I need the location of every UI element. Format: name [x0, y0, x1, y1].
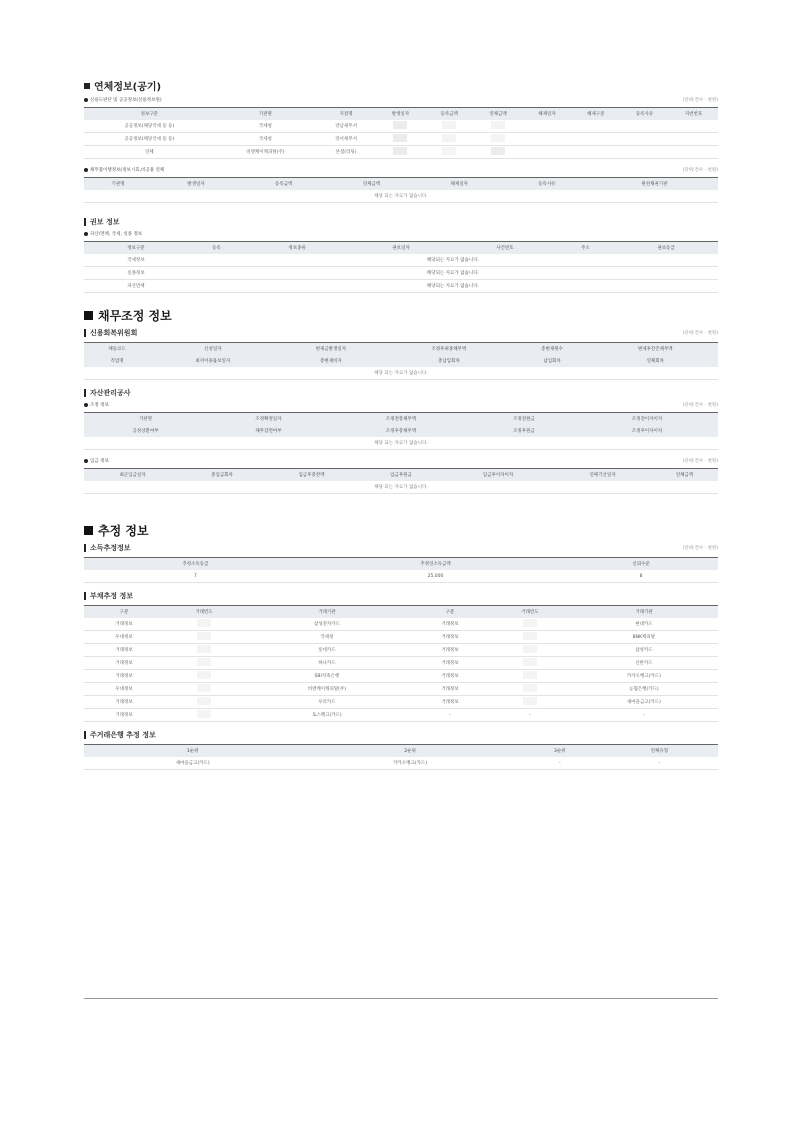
- redacted-cell: [197, 658, 211, 666]
- income-estimate-table: 추정소득등급 추정연소득금액 신뢰수준 7 25,000 8: [84, 557, 718, 583]
- credit-recovery-table: 채등코드 신청일자 변제금발생일자 조정후최종채무액 총변제횟수 변제후잔존채무액 직업명 최저이용률보일자 총변제비자 총납입회차 납입회차 연체회차 해당 되는 자료가 없습니다.: [84, 342, 718, 380]
- redacted-cell: [523, 671, 537, 679]
- table-row: 거래정보 롯데카드 거래정보 삼성카드: [84, 644, 718, 657]
- redacted-cell: [197, 632, 211, 640]
- redacted-cell: [523, 632, 537, 640]
- delinquency-section-title: 연체정보(공기): [84, 78, 718, 93]
- redacted-cell: [197, 684, 211, 692]
- redacted-cell: [393, 147, 407, 155]
- redacted-cell: [197, 671, 211, 679]
- delinquency-sub2-header: 채무불이행정보(정보시효,비공용 연체 (단위:건수 · 천원): [84, 167, 718, 173]
- redacted-cell: [197, 697, 211, 705]
- table-row: 거래정보 삼성전자카드 거래정보 현대카드: [84, 618, 718, 631]
- redacted-cell: [523, 619, 537, 627]
- table-row: 우대정보 비엔케이캐피탈(주) 거래정보 농협은행(카드): [84, 683, 718, 696]
- table-row: 공공정보(체당국세 등 등) 국세청 강서세무서: [84, 133, 718, 146]
- bullet-icon: [84, 459, 88, 463]
- redacted-cell: [197, 645, 211, 653]
- liability-estimate-table: 구분 거래빈도 거래기관 구분 거래빈도 거래기관 거래정보 삼성전자카드 거래정보 현대카드 우대정보 국세청 거래정보 BNK캐피탈 거래정보 롯데카드 거래정보 삼성카드 거래정보 하나카드 거래정보 신한카드 거래정보 SBI저축은행 거래정보 카카오뱅크(카드) 우대정보 비엔케이캐피탈(주) 거래정보 농협은행(카드) 거래정보 우리카드 거래정보 새마을금고(카드) 거래정보 토스뱅크(카드) - - -: [84, 605, 718, 722]
- bullet-icon: [84, 232, 88, 236]
- table-row: 거래정보 SBI저축은행 거래정보 카카오뱅크(카드): [84, 670, 718, 683]
- table-row: 연체 비엔케이캐피탈(주) 본점(리딩): [84, 146, 718, 159]
- redacted-cell: [523, 645, 537, 653]
- table-row: 공공정보(체당국세 등 등) 국세청 강남세무서: [84, 120, 718, 133]
- delinquency-sub1-header: 신용도판단 및 공공정보(신용정보원) (단위:건수 · 천원): [84, 97, 718, 103]
- bullet-icon: [84, 168, 88, 172]
- table-row: 우대정보 국세청 거래정보 BNK캐피탈: [84, 631, 718, 644]
- redacted-cell: [197, 619, 211, 627]
- redacted-cell: [523, 684, 537, 692]
- default-info-table: 기관명 발생일자 등록금액 연체금액 해제일자 등록사유 원천채권기관 해당 되는 자료가 없습니다.: [84, 177, 718, 203]
- rights-section-title: 권보 정보: [84, 217, 718, 227]
- bullet-icon: [84, 403, 88, 407]
- redacted-cell: [491, 134, 505, 142]
- redacted-cell: [393, 121, 407, 129]
- page-bottom-divider: [84, 998, 718, 999]
- main-bank-table: 1순위 2순위 3순위 연체유형 새마을금고(카드) 카카오뱅크(카드) - -: [84, 744, 718, 770]
- redacted-cell: [491, 121, 505, 129]
- empty-row: 해당 되는 자료가 없습니다.: [84, 437, 718, 450]
- empty-row: 해당 되는 자료가 없습니다.: [84, 190, 718, 203]
- main-bank-estimate-title: 주거래은행 추정 정보: [84, 730, 718, 740]
- repayment-table: 최근입금일자 총입금회차 입금후총잔액 입금후원금 입금후이자이자 연체기산일자 연체금액 해당 되는 자료가 없습니다.: [84, 468, 718, 494]
- redacted-cell: [442, 121, 456, 129]
- credit-recovery-title: 신용회복위원회: [84, 328, 137, 338]
- empty-row: 해당 되는 자료가 없습니다.: [84, 367, 718, 380]
- redacted-cell: [442, 147, 456, 155]
- credit-report-page: 연체정보(공기) 신용도판단 및 공공정보(신용정보원) (단위:건수 · 천원) 정보구분 기관명 지점명 발생일자 등록금액 연체금액 해제일자 해제구분 등록사유 지번번호 공공정보(체당국세 등 등) 국세청 강남세무서 공공정보(체당국세 등 등) 국세청 강서세무서 연체 비엔케이캐피탈(주) 본점(리딩) 채무불이행정보(정보시효,비공용 연체 (단위:건수 · 천원) 기관명 발생일자 등록금액 연체금액 해제일자 등록사유 원천채권기관 해당 되는 자료가 없습니다. 권보 정보 파산/면책, 국세, 실종 정보 정보구분 등록 정보종류 권보일자 사건번호 주소 권보등급 국세정보 해당되는 자료가 없습니다. 실종정보 해당되는 자료가 없습니다. 파산면책 해당되는 자료가 없습니다. 채무조정 정보 신용회복위원회 (단위:건수 · 천원) 채등코드 신청일자 변제금발생일자 조정후최종채무액 총변제횟수 변제후잔존채무액 직업명 최저이용률보일자 총변제비자 총납입회차 납입회차 연체회차 해당 되는 자료가 없습니다. 자산관리공사 조정 정보 (단위:건수 · 천원) 기관명 조정확정일자 조정전총채무액 조정전원금 조정전이자이자 공정상환여부 채무감면여부 조정후총채무액 조정후원금 조정후이자이자 해당 되는 자료가 없습니다. 입금 정보 (단위:건수 · 천원) 최근입금일자 총입금회차 입금후총잔액 입금후원금 입금후이자이자 연체기산일자 연체금액 해당 되는 자료가 없습니다. 추정 정보 소득추정정보 (단위:건수 · 천원) 추정소득등급 추정연소득금액 신뢰수준 7 25,000 8 부채추정 정보 구분 거래빈도 거래기관 구분 거래빈도 거래기관 거래정보 삼성전자카드 거래정보 현대카드 우대정보 국세청 거래정보 BNK캐피탈 거래정보 롯데카드 거래정보 삼성카드 거래정보 하나카드 거래정보 신한카드 거래정보 SBI저축은행 거래정보 카카오뱅크(카드) 우대정보 비엔케이캐피탈(주) 거래정보 농협은행(카드) 거래정보 우리카드 거래정보 새마을금고(카드) 거래정보 토스뱅크(카드) - - - 주거래은행 추정 정보 1순위 2순위 3순위 연체유형 새마을금고(카드) 카카오뱅크(카드) - -: [84, 78, 718, 770]
- asset-adjustment-table: 기관명 조정확정일자 조정전총채무액 조정전원금 조정전이자이자 공정상환여부 채무감면여부 조정후총채무액 조정후원금 조정후이자이자 해당 되는 자료가 없습니다.: [84, 412, 718, 450]
- asset-management-title: 자산관리공사: [84, 388, 718, 398]
- redacted-cell: [393, 134, 407, 142]
- table-row: 실종정보 해당되는 자료가 없습니다.: [84, 267, 718, 280]
- table-row: 7 25,000 8: [84, 570, 718, 583]
- empty-row: 해당 되는 자료가 없습니다.: [84, 481, 718, 494]
- debt-section-title: 채무조정 정보: [84, 307, 718, 324]
- redacted-cell: [197, 710, 211, 718]
- table-row: 거래정보 토스뱅크(카드) - - -: [84, 709, 718, 722]
- estimate-section-title: 추정 정보: [84, 522, 718, 539]
- table-row: 새마을금고(카드) 카카오뱅크(카드) - -: [84, 757, 718, 770]
- bullet-icon: [84, 98, 88, 102]
- redacted-cell: [523, 697, 537, 705]
- redacted-cell: [442, 134, 456, 142]
- table-row: 거래정보 우리카드 거래정보 새마을금고(카드): [84, 696, 718, 709]
- table-row: 국세정보 해당되는 자료가 없습니다.: [84, 254, 718, 267]
- rights-table: 정보구분 등록 정보종류 권보일자 사건번호 주소 권보등급 국세정보 해당되는 자료가 없습니다. 실종정보 해당되는 자료가 없습니다. 파산면책 해당되는 자료가 없습니다.: [84, 241, 718, 293]
- liability-estimate-title: 부채추정 정보: [84, 591, 718, 601]
- table-row: 파산면책 해당되는 자료가 없습니다.: [84, 280, 718, 293]
- redacted-cell: [523, 658, 537, 666]
- rights-sub-header: 파산/면책, 국세, 실종 정보: [84, 231, 718, 237]
- redacted-cell: [491, 147, 505, 155]
- income-estimate-title: 소득추정정보: [84, 543, 131, 553]
- delinquency-table: 정보구분 기관명 지점명 발생일자 등록금액 연체금액 해제일자 해제구분 등록사유 지번번호 공공정보(체당국세 등 등) 국세청 강남세무서 공공정보(체당국세 등 등) 국세청 강서세무서 연체 비엔케이캐피탈(주) 본점(리딩): [84, 107, 718, 159]
- table-row: 거래정보 하나카드 거래정보 신한카드: [84, 657, 718, 670]
